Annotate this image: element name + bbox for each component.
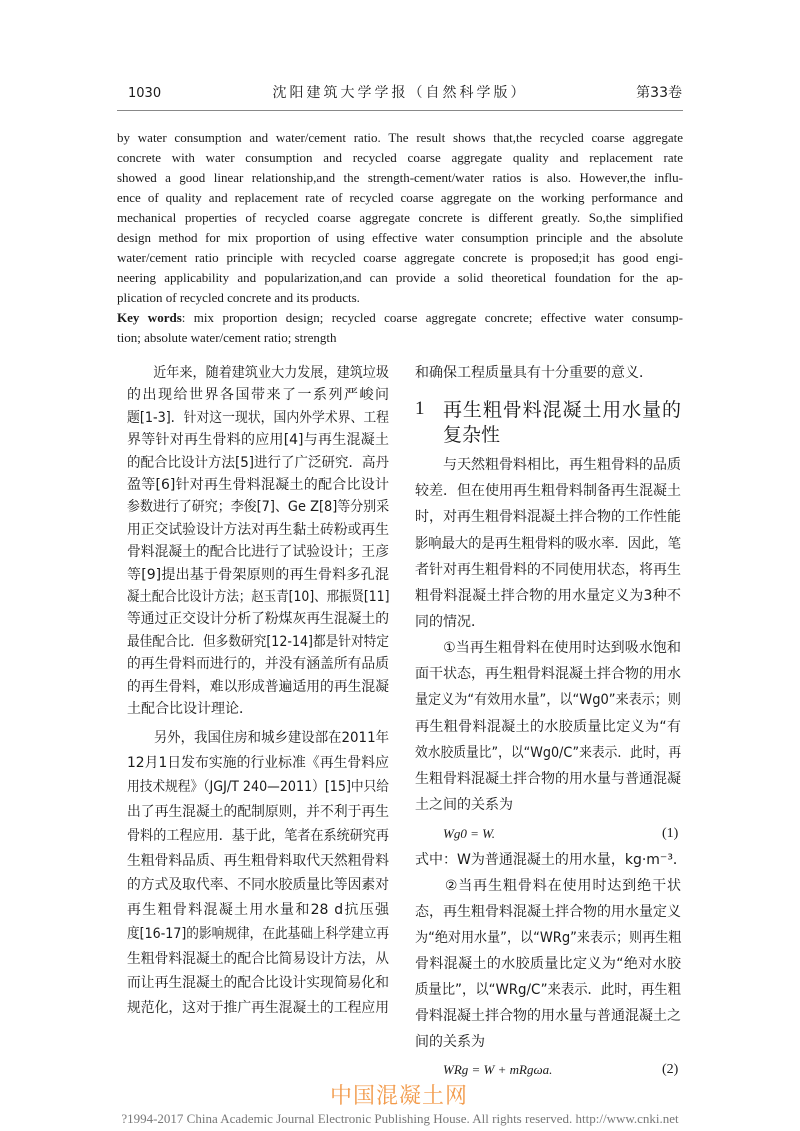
paragraph-line: 度[16-17]的影响规律，在此基础上科学建立再 [127,926,389,942]
paragraph-line: 规范化，这对于推广再生混凝土的工程应用 [127,999,389,1016]
paragraph-line: 影响最大的是再生粗骨料的吸水率．因此，笔 [415,535,681,552]
abstract-line: showed a good linear relationship,and the strength-cement/water ratios is also. However,the influ- [117,170,683,185]
abstract-line: design method for mix proportion of using effective water consumption principle and the absolute [117,230,683,245]
paragraph-line: 用正交试验设计方法对再生黏土砖粉或再生 [127,521,389,538]
section-title: 再生粗骨料混凝土用水量的 [443,399,681,421]
paragraph-line: 式中：W为普通混凝土的用水量，kg·m⁻³． [415,852,687,868]
paragraph-line: 骨料的工程应用．基于此，笔者在系统研究再 [127,828,389,844]
keywords-text: : mix proportion design; recycled coarse aggregate concrete; effective water consump- [181,310,683,325]
paragraph-line: 效水胶质量比”，以“Wg0/C”来表示．此时，再 [415,744,682,761]
watermark-logo: 中国混凝土网 [330,1084,469,1109]
paragraph-line: 出了再生混凝土的配制原则，并不利于再生 [127,803,389,820]
paragraph-line: 近年来，随着建筑业大力发展，建筑垃圾 [127,365,389,381]
paragraph-line: 的再生骨料，难以形成普遍适用的再生混凝 [127,678,389,695]
paragraph-line: 最佳配合比．但多数研究[12-14]都是针对特定 [127,633,389,650]
paragraph-line: 等[9]提出基于骨架原则的再生骨料多孔混 [127,566,389,583]
abstract-line: plication of recycled concrete and its products. [117,290,360,305]
paragraph-line: 生粗骨料品质、再生粗骨料取代天然粗骨料 [127,852,389,869]
paragraph-line: 骨料混凝土的水胶质量比定义为“绝对水胶 [415,956,681,972]
paragraph-line: 土配合比设计理论． [127,701,253,717]
header-divider [117,110,683,111]
paragraph-line: 的方式及取代率、不同水胶质量比等因素对 [127,877,389,893]
paragraph-line: 盈等[6]针对再生骨料混凝土的配合比设计 [127,477,389,493]
copyright-footer: ?1994-2017 China Academic Journal Electronic Publishing House. All rights reserved. http://www.cnki.net [121,1111,679,1126]
paragraph-line: 再生粗骨料混凝土的水胶质量比定义为“有 [415,718,681,735]
keywords-text: tion; absolute water/cement ratio; strength [117,330,337,345]
paragraph-line: 的再生骨料而进行的，并没有涵盖所有品质 [127,656,389,673]
paragraph-line: 而让再生混凝土的配合比设计实现简易化和 [127,975,389,991]
paragraph-line: 态，再生粗骨料混凝土拌合物的用水量定义 [415,904,681,920]
paragraph-line: 与天然粗骨料相比，再生粗骨料的品质 [415,457,681,473]
paragraph-line: 参数进行了研究；李俊[7]、Ge Z[8]等分别采 [127,499,390,516]
abstract-line: mechanical properties of recycled coarse aggregate concrete is different greatly. So,the simplified [117,210,683,225]
paragraph-line: 骨料混凝土拌合物的用水量与普通混凝土之 [415,1008,681,1024]
volume-label: 第33卷 [636,85,682,101]
paragraph-line: ②当再生粗骨料在使用时达到绝干状 [415,878,681,894]
page-number: 1030 [128,86,162,101]
abstract-line: water/cement ratio principle with recycled coarse aggregate concrete is proposed;it has good engi- [117,250,683,265]
paragraph-line: 量定义为“有效用水量”，以“Wg0”来表示；则 [415,692,681,709]
paragraph-line: 土之间的关系为 [415,797,513,814]
paragraph-line: 为“绝对用水量”，以“WRg”来表示；则再生粗 [415,930,682,946]
paragraph-line: 同的情况． [415,614,485,631]
abstract-line: by water consumption and water/cement ratio. The result shows that,the recycled coarse aggregate [117,130,683,145]
paragraph-line: ①当再生粗骨料在使用时达到吸水饱和 [415,640,681,656]
paragraph-line: 凝土配合比设计方法；赵玉青[10]、邢振贤[11] [127,589,390,605]
paragraph-line: 时，对再生粗骨料混凝土拌合物的工作性能 [415,509,681,526]
paragraph-line: 粗骨料混凝土拌合物的用水量定义为3种不 [415,588,681,604]
paragraph-line: 面干状态，再生粗骨料混凝土拌合物的用水 [415,666,681,683]
paragraph-line: 题[1-3]．针对这一现状，国内外学术界、工程 [127,409,389,426]
abstract-line: neering applicability and popularization,and can provide a solid theoretical foundation for the ap- [117,270,683,285]
paragraph-line: 再生粗骨料混凝土用水量和28 d抗压强 [127,901,389,918]
equation-2: WRg = W + mRgωa. [443,1062,553,1077]
abstract-line: concrete with water consumption and recycled coarse aggregate quality and replacement rate [117,150,683,165]
section-number: 1 [415,398,425,419]
paragraph-line: 间的关系为 [415,1034,485,1050]
section-title: 复杂性 [443,424,501,446]
paragraph-line: 的配合比设计方法[5]进行了广泛研究．高丹 [127,454,389,471]
paragraph-line: 生粗骨料混凝土拌合物的用水量与普通混凝 [415,771,681,787]
paragraph-line: 用技术规程》（JGJ/T 240—2011）[15]中只给 [127,779,389,795]
paragraph-line: 界等针对再生骨料的应用[4]与再生混凝土 [127,432,389,449]
paragraph-line: 12月1日发布实施的行业标准《再生骨料应 [127,754,389,771]
paragraph-line: 质量比”，以“WRg/C”来表示．此时，再生粗 [415,982,681,998]
equation-1: Wg0 = W. [443,826,495,841]
abstract-line: ence of quality and replacement rate of recycled coarse aggregate on the working performance and [117,190,683,205]
paragraph-line: 另外，我国住房和城乡建设部在2011年 [127,730,389,746]
paragraph-line: 者针对再生粗骨料的不同使用状态，将再生 [415,561,681,578]
paragraph-line: 的出现给世界各国带来了一系列严峻问 [127,387,389,404]
keywords-line [117,309,683,327]
paragraph-line: 较差．但在使用再生粗骨料制备再生混凝土 [415,483,681,500]
paragraph-line: 骨料混凝土的配合比进行了试验设计；王彦 [127,544,389,561]
journal-title: 沈阳建筑大学学报（自然科学版） [272,85,528,101]
keywords-label: Key words [117,310,182,325]
paragraph-line: 生粗骨料混凝土的配合比简易设计方法，从 [127,950,389,967]
paragraph-line: 和确保工程质量具有十分重要的意义． [415,365,653,381]
equation-1-number: (1) [662,826,679,841]
equation-2-number: (2) [662,1062,679,1077]
paragraph-line: 等通过正交设计分析了粉煤灰再生混凝土的 [127,611,389,628]
